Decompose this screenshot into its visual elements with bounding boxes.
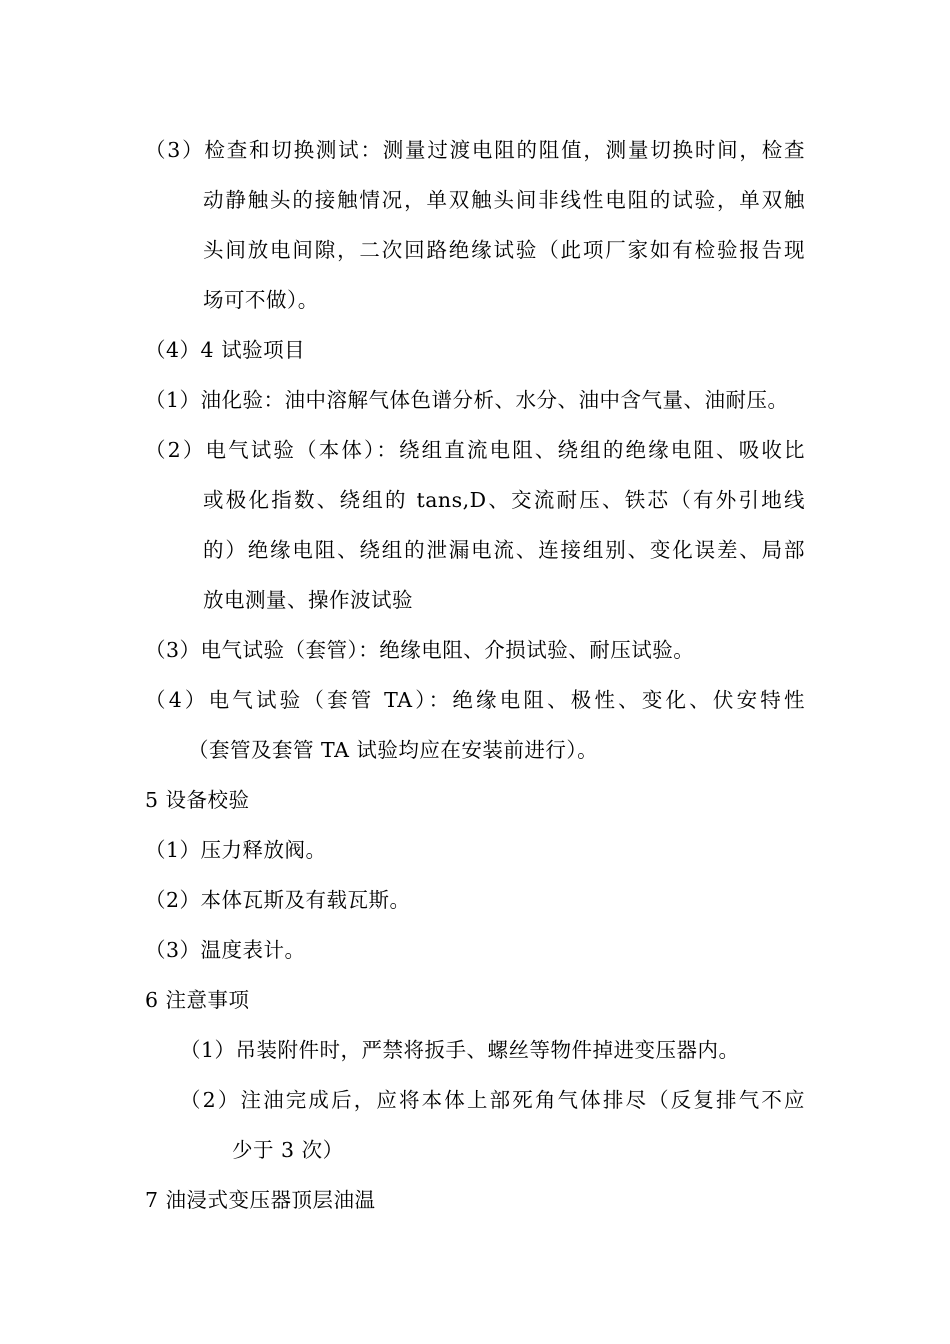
text-line-21: 少于 3 次）: [232, 1138, 344, 1162]
text-line-3: 头间放电间隙，二次回路绝缘试验（此项厂家如有检验报告现: [203, 238, 805, 262]
text-line-17: （3）温度表计。: [145, 938, 306, 962]
text-line-15: （1）压力释放阀。: [145, 838, 327, 862]
text-line-8: 或极化指数、绕组的 tans,D、交流耐压、铁芯（有外引地线: [203, 488, 805, 512]
text-line-1: （3）检查和切换测试：测量过渡电阻的阻值，测量切换时间，检查: [145, 138, 805, 162]
text-line-5: （4）4 试验项目: [145, 338, 306, 362]
section-heading-7: 7 油浸式变压器顶层油温: [145, 1188, 376, 1212]
text-line-16: （2）本体瓦斯及有载瓦斯。: [145, 888, 411, 912]
text-line-12: （4）电气试验（套管 TA）：绝缘电阻、极性、变化、伏安特性: [145, 688, 805, 712]
text-line-19: （1）吊装附件时，严禁将扳手、螺丝等物件掉进变压器内。: [180, 1038, 740, 1062]
text-line-9: 的）绝缘电阻、绕组的泄漏电流、连接组别、变化误差、局部: [203, 538, 805, 562]
text-line-13: （套管及套管 TA 试验均应在安装前进行）。: [188, 738, 599, 762]
text-line-4: 场可不做）。: [203, 288, 319, 312]
text-line-2: 动静触头的接触情况，单双触头间非线性电阻的试验，单双触: [203, 188, 805, 212]
section-heading-6: 6 注意事项: [145, 988, 250, 1012]
text-line-11: （3）电气试验（套管）：绝缘电阻、介损试验、耐压试验。: [145, 638, 695, 662]
text-line-7: （2）电气试验（本体）：绕组直流电阻、绕组的绝缘电阻、吸收比: [145, 438, 805, 462]
section-heading-5: 5 设备校验: [145, 788, 250, 812]
text-line-10: 放电测量、操作波试验: [203, 588, 413, 612]
text-line-6: （1）油化验：油中溶解气体色谱分析、水分、油中含气量、油耐压。: [145, 388, 789, 412]
text-line-20: （2）注油完成后，应将本体上部死角气体排尽（反复排气不应: [180, 1088, 805, 1112]
